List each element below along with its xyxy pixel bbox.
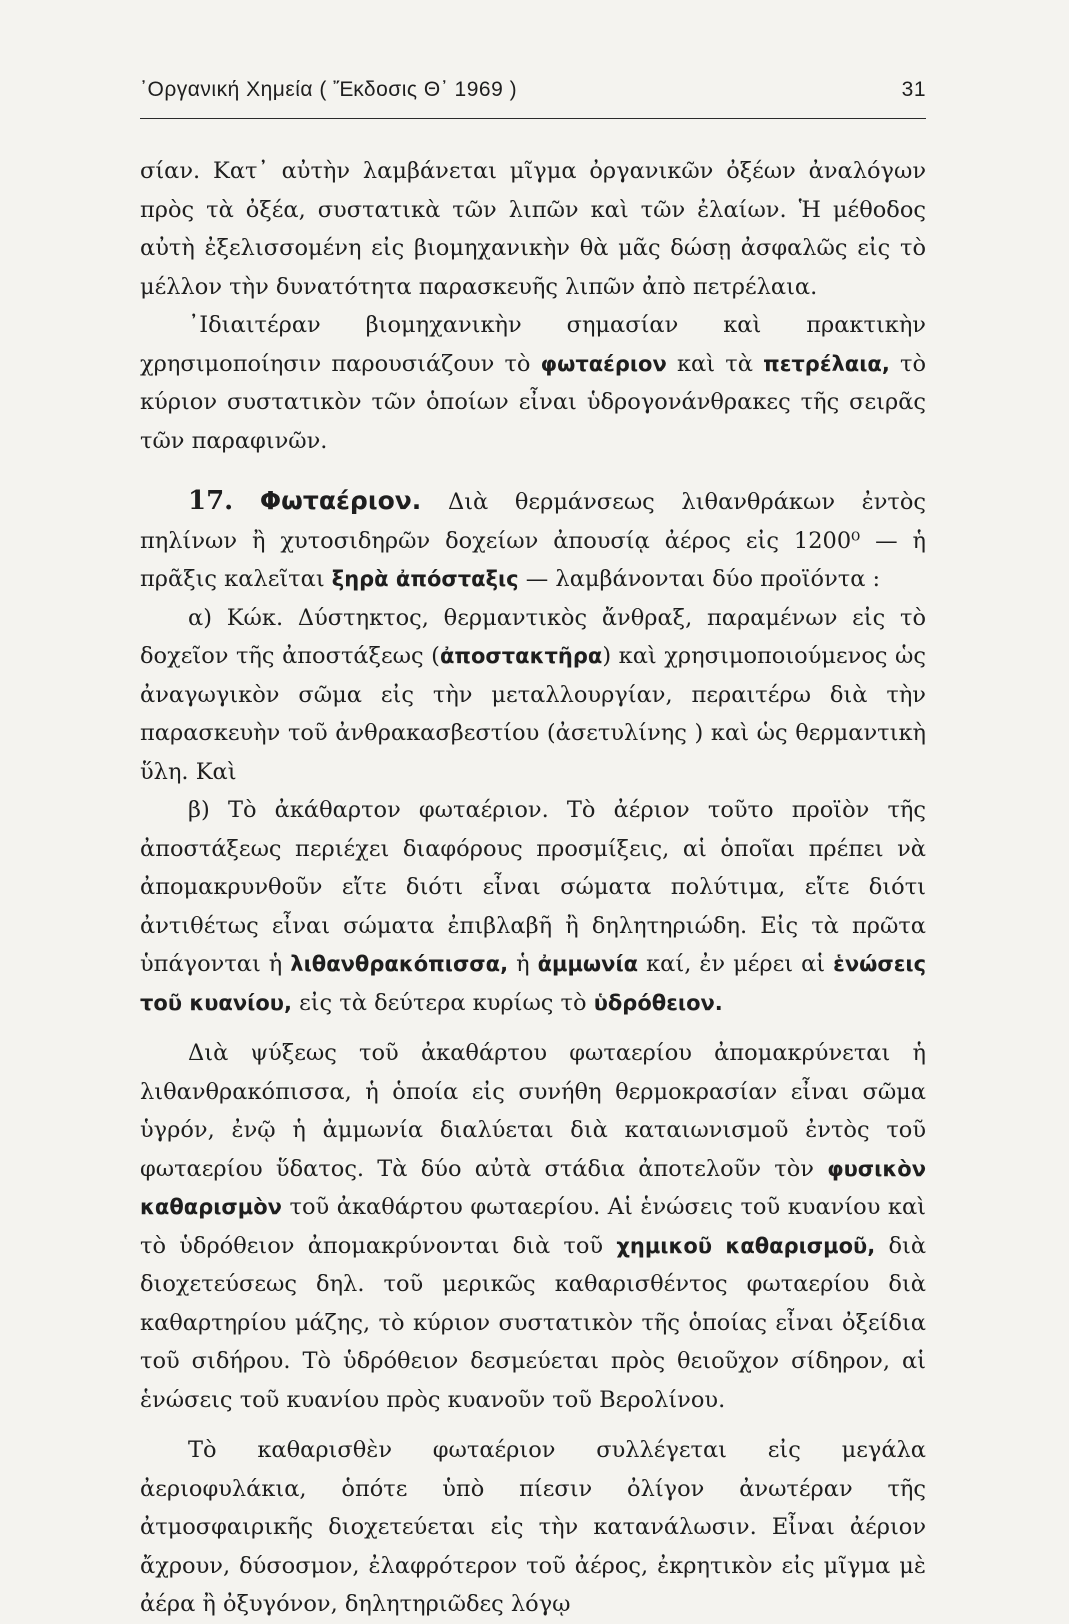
text-run: καί, ἐν μέρει αἱ <box>646 951 826 977</box>
text-run: Τὸ καθαρισθὲν φωταέριον συλλέγεται εἰς μεγάλα ἀεριοφυλάκια, ὁπότε ὑπὸ πίεσιν ὀλίγον ἀνωτέραν τῆς ἀτμοσφαιρικῆς διοχετεύεται εἰς τὴν κατανάλωσιν. Εἶναι ἀέριον ἄχρουν, δύσοσμον, ἐλαφρότερον τοῦ ἀέρος, ἐκρητικὸν εἰς μῖγμα μὲ ἀέρα ἢ ὀξυγόνον, δηλητηριῶδες λόγῳ <box>140 1437 926 1617</box>
bold-term: φυσικὸν καθαρισμὸν <box>140 1156 926 1219</box>
page-header <box>140 78 926 102</box>
text-run: — λαμβάνονται δύο προϊόντα : <box>525 566 881 592</box>
item-a <box>140 599 926 792</box>
running-title: ᾿Οργανική Χημεία ( Ἔκδοσις Θ᾿ 1969 ) <box>140 78 518 101</box>
text-run: ᾿Ιδιαιτέραν βιομηχανικὴν σημασίαν καὶ πρακτικὴν χρησιμοποίησιν παρουσιάζουν τὸ <box>140 312 926 377</box>
text-run: Διὰ θερμάνσεως λιθανθράκων ἐντὸς πηλίνων ἢ χυτοσιδηρῶν δοχείων ἀπουσίᾳ ἀέρος εἰς 1200⁰ — ἡ πρᾶξις καλεῖται <box>140 489 927 592</box>
text-run: ) καὶ χρησιμοποιούμενος ὡς ἀναγωγικὸν σῶμα εἰς τὴν μεταλλουργίαν, περαιτέρω διὰ τὴν παρασκευὴν τοῦ ἀνθρακασβεστίου (ἀσετυλίνης ) καὶ ὡς θερμαντικὴ ὕλη. Καὶ <box>140 643 926 785</box>
item-b <box>140 791 926 1022</box>
text-run: καὶ τὰ <box>676 350 753 377</box>
section-17-paragraph <box>140 482 926 599</box>
bold-term: ἀποστακτῆρα <box>439 644 603 668</box>
section-title: Φωταέριον. <box>259 486 422 515</box>
text-run: διὰ διοχετεύσεως δηλ. τοῦ μερικῶς καθαρισθέντος φωταερίου διὰ καθαρτηρίου μάζης, τὸ κύριον συστατικὸν τῆς ὁποίας εἶναι ὀξείδια τοῦ σιδήρου. Τὸ ὑδρόθειον δεσμεύεται πρὸς θειοῦχον σίδηρον, αἱ ἑνώσεις τοῦ κυανίου πρὸς κυανοῦν τοῦ Βερολίνου. <box>140 1232 927 1413</box>
paragraph-4 <box>140 1431 926 1624</box>
text-run: α) Κώκ. Δύστηκτος, θερμαντικὸς ἄνθραξ, παραμένων εἰς τὸ δοχεῖον τῆς ἀποστάξεως ( <box>140 604 926 669</box>
paragraph-1 <box>140 152 926 306</box>
bold-term: ἑνώσεις τοῦ κυανίου, <box>140 952 927 1015</box>
bold-term: ὑδρόθειον. <box>593 990 723 1015</box>
text-run: Διὰ ψύξεως τοῦ ἀκαθάρτου φωταερίου ἀπομακρύνεται ἡ λιθανθρακόπισσα, ἡ ὁποία εἰς συνήθη θερμοκρασίαν εἶναι σῶμα ὑγρόν, ἐνῷ ἡ ἀμμωνία διαλύεται διὰ καταιωνισμοῦ ἐντὸς τοῦ φωταερίου ὕδατος. Τὰ δύο αὐτὰ στάδια ἀποτελοῦν τὸν <box>140 1040 926 1182</box>
text-run: εἰς τὰ δεύτερα κυρίως τὸ <box>299 989 587 1016</box>
text-run: σίαν. Κατ᾿ αὐτὴν λαμβάνεται μῖγμα ὀργανικῶν ὀξέων ἀναλόγων πρὸς τὰ ὀξέα, συστατικὰ τῶν λιπῶν καὶ τῶν ἐλαίων. Ἡ μέθοδος αὐτὴ ἐξελισσομένη εἰς βιομηχανικὴν θὰ μᾶς δώσῃ ἀσφαλῶς εἰς τὸ μέλλον τὴν δυνατότητα παρασκευῆς λιπῶν ἀπὸ πετρέλαια. <box>140 158 926 300</box>
bold-term: φωταέριον <box>540 351 667 376</box>
body-text <box>140 152 926 1624</box>
paragraph-3 <box>140 1034 926 1419</box>
text-run: ἡ <box>516 951 530 977</box>
section-number: 17. <box>188 486 234 516</box>
bold-term: πετρέλαια, <box>763 351 890 376</box>
header-rule <box>140 118 926 119</box>
bold-term: ἀμμωνία <box>537 952 639 976</box>
text-run: β) Τὸ ἀκάθαρτον φωταέριον. Τὸ ἀέριον τοῦτο προϊὸν τῆς ἀποστάξεως περιέχει διαφόρους προσμίξεις, αἱ ὁποῖαι πρέπει νὰ ἀπομακρυνθοῦν εἴτε διότι εἶναι σώματα πολύτιμα, εἴτε διότι ἀντιθέτως εἶναι σώματα ἐπιβλαβῆ ἢ δηλητηριώδη. Εἰς τὰ πρῶτα ὑπάγονται ἡ <box>140 797 926 977</box>
text-run: τοῦ ἀκαθάρτου φωταερίου. Αἱ ἑνώσεις τοῦ κυανίου καὶ τὸ ὑδρόθειον ἀπομακρύνονται διὰ τοῦ <box>140 1194 927 1259</box>
text-run: τὸ κύριον συστατικὸν τῶν ὁποίων εἶναι ὑδρογονάνθρακες τῆς σειρᾶς τῶν παραφινῶν. <box>140 350 926 454</box>
bold-term: λιθανθρακόπισσα, <box>290 952 509 976</box>
paragraph-2 <box>140 306 926 460</box>
bold-term: χημικοῦ καθαρισμοῦ, <box>616 1233 876 1258</box>
page-number: 31 <box>901 78 926 101</box>
bold-term: ξηρὰ ἀπόσταξις <box>331 567 519 591</box>
